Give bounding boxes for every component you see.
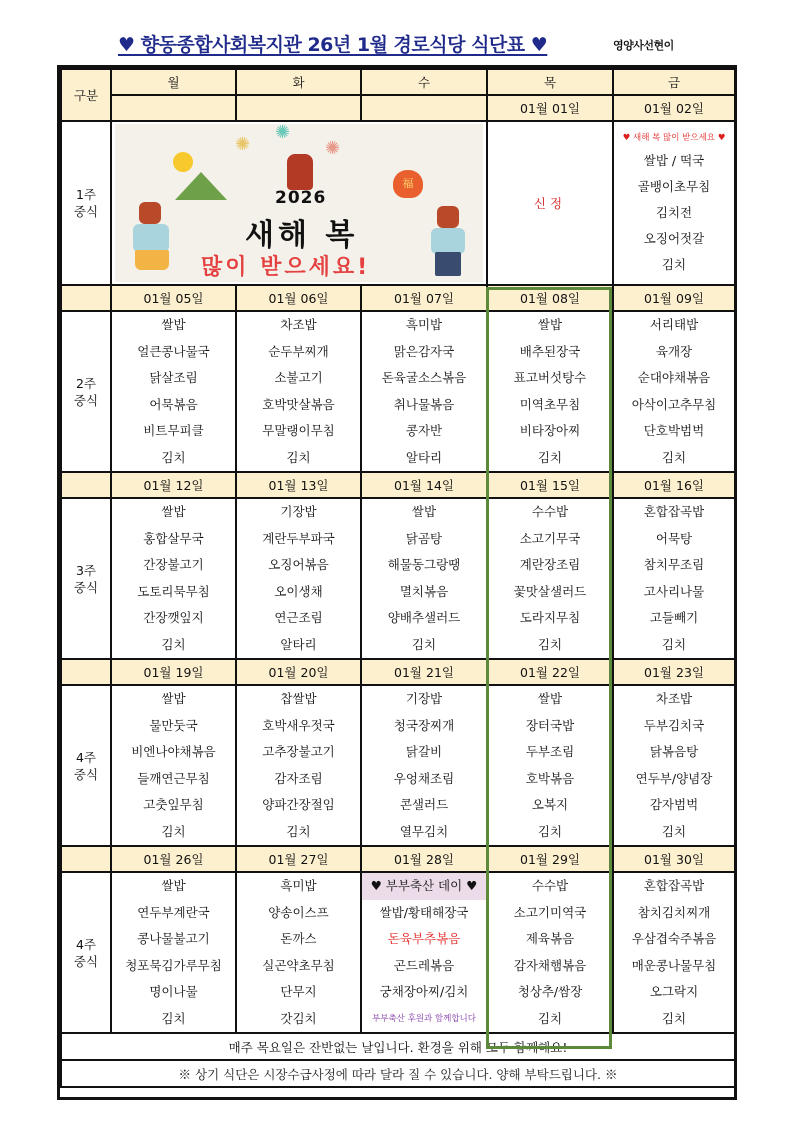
menu-cell-tue bbox=[236, 498, 361, 659]
menu-item: 흑미밥 bbox=[405, 317, 443, 332]
menu-item: 간장불고기 bbox=[143, 557, 204, 572]
menu-item: 단호박범벅 bbox=[643, 423, 705, 438]
menu-item: 배추된장국 bbox=[519, 343, 581, 359]
menu-item: 김치 bbox=[661, 257, 687, 272]
menu-item: 고추장불고기 bbox=[262, 744, 335, 759]
menu-item: 김치 bbox=[161, 636, 186, 652]
menu-item: 김치 bbox=[661, 1010, 687, 1026]
page-title: ♥ 향동종합사회복지관 26년 1월 경로식당 식단표 ♥ bbox=[118, 34, 548, 56]
date-cell: 01월 23일 bbox=[613, 659, 735, 685]
menu-item: 서리태밥 bbox=[649, 317, 699, 332]
banner-main-text: 새해 복 bbox=[245, 218, 359, 253]
firework-icon: ✺ bbox=[235, 134, 251, 155]
menu-item: 청상추/쌈장 bbox=[517, 984, 583, 999]
menu-item: 쌀밥 bbox=[161, 317, 186, 332]
date-cell: 01월 21일 bbox=[361, 659, 487, 685]
menu-cell-mon bbox=[111, 685, 236, 846]
menu-item: 갓김치 bbox=[280, 1010, 317, 1026]
menu-item: 계란장조림 bbox=[519, 557, 581, 572]
menu-item: 돈육굴소스볶음 bbox=[381, 370, 467, 385]
new-year-note: ♥ 새해 복 많이 받으세요 ♥ bbox=[622, 133, 726, 143]
date-cell: 01월 09일 bbox=[613, 285, 735, 311]
menu-item: 실곤약초무침 bbox=[262, 957, 335, 973]
menu-item: 흑미밥 bbox=[280, 878, 317, 893]
date-cell: 01월 20일 bbox=[236, 659, 361, 685]
menu-item: 감자채햄볶음 bbox=[513, 957, 587, 973]
menu-item: 쌀밥 / 떡국 bbox=[643, 153, 705, 168]
menu-item: 연근조림 bbox=[274, 610, 323, 625]
week-label bbox=[61, 311, 111, 472]
menu-item: 단무지 bbox=[280, 984, 317, 999]
banner-sub-text: 많이 받으세요! bbox=[201, 255, 371, 280]
menu-item: 고들빼기 bbox=[649, 610, 699, 625]
week-number: 1주 bbox=[75, 187, 97, 202]
menu-item: 수수밥 bbox=[531, 878, 569, 893]
menu-item: 혼합잡곡밥 bbox=[643, 504, 705, 519]
menu-item: 콩나물불고기 bbox=[137, 931, 210, 946]
menu-item: 오이생채 bbox=[274, 583, 323, 599]
week-number: 4주 bbox=[75, 749, 97, 765]
date-cell: 01월 02일 bbox=[613, 95, 735, 121]
horse-right-icon bbox=[427, 206, 467, 278]
menu-item: 김치 bbox=[161, 823, 186, 839]
menu-item: 김치전 bbox=[655, 205, 693, 220]
menu-item: 순대야채볶음 bbox=[637, 370, 711, 385]
menu-item: 닭살조림 bbox=[149, 370, 198, 385]
menu-item: 장터국밥 bbox=[525, 717, 575, 733]
menu-item: 계란두부파국 bbox=[262, 530, 335, 546]
menu-item: 감자조림 bbox=[274, 770, 323, 786]
menu-item: 무말랭이무침 bbox=[262, 423, 335, 438]
week-label bbox=[61, 872, 111, 1033]
menu-item: 멸치볶음 bbox=[399, 583, 449, 599]
menu-item: 호박맛살볶음 bbox=[262, 396, 335, 412]
menu-item: 쌀밥 bbox=[537, 317, 563, 332]
menu-item: 참치김치찌개 bbox=[637, 904, 711, 920]
menu-item: 도토리묵무침 bbox=[137, 583, 210, 599]
lucky-bag-icon: 福 bbox=[393, 170, 423, 198]
menu-item: 기장밥 bbox=[405, 691, 443, 706]
date-cell: 01월 26일 bbox=[111, 846, 236, 872]
menu-cell-fri bbox=[613, 121, 735, 285]
menu-item: 육개장 bbox=[655, 343, 693, 359]
menu-item: 쌀밥/황태해장국 bbox=[379, 904, 469, 920]
week-label bbox=[61, 685, 111, 846]
sun-icon bbox=[173, 152, 193, 172]
date-cell: 01월 14일 bbox=[361, 472, 487, 498]
menu-item: 홍합살무국 bbox=[143, 530, 204, 546]
date-cell: 01월 15일 bbox=[487, 472, 613, 498]
meal-type: 중식 bbox=[73, 579, 99, 595]
menu-item: 쌀밥 bbox=[161, 878, 186, 893]
mountain-icon bbox=[175, 172, 227, 200]
menu-item: 감자범벅 bbox=[649, 797, 699, 812]
menu-item: 김치 bbox=[661, 636, 687, 652]
menu-cell-wed bbox=[361, 311, 487, 472]
horse-icon bbox=[287, 154, 313, 190]
menu-item: 표고버섯탕수 bbox=[513, 370, 587, 385]
menu-cell-tue bbox=[236, 685, 361, 846]
menu-item: 명이나물 bbox=[149, 984, 198, 999]
date-cell: 01월 06일 bbox=[236, 285, 361, 311]
date-cell: 01월 13일 bbox=[236, 472, 361, 498]
date-label-cell bbox=[61, 659, 111, 685]
menu-item: 아삭이고추무침 bbox=[631, 396, 717, 412]
date-cell: 01월 16일 bbox=[613, 472, 735, 498]
label-header: 구분 bbox=[61, 69, 111, 121]
menu-item: 김치 bbox=[661, 823, 687, 839]
menu-cell-mon bbox=[111, 498, 236, 659]
menu-cell-fri bbox=[613, 872, 735, 1033]
new-year-banner bbox=[111, 121, 487, 285]
menu-item: 두부김치국 bbox=[643, 717, 705, 733]
date-cell bbox=[111, 95, 236, 121]
menu-item: 연두부/양념장 bbox=[635, 770, 713, 786]
menu-item: 우엉채조림 bbox=[393, 770, 455, 786]
menu-item: 두부조림 bbox=[525, 744, 575, 759]
menu-item: 알타리 bbox=[280, 636, 317, 652]
menu-item: 쌀밥 bbox=[161, 691, 186, 706]
menu-item: 찹쌀밥 bbox=[280, 691, 317, 706]
menu-cell-fri bbox=[613, 498, 735, 659]
menu-item: 김치 bbox=[537, 1010, 563, 1026]
firework-icon: ✺ bbox=[325, 138, 341, 159]
menu-cell-fri bbox=[613, 685, 735, 846]
date-label-cell bbox=[61, 846, 111, 872]
menu-item: 취나물볶음 bbox=[393, 396, 455, 412]
menu-item: 고사리나물 bbox=[643, 583, 705, 599]
menu-item: 닭갈비 bbox=[405, 744, 443, 759]
menu-item: 혼합잡곡밥 bbox=[643, 878, 705, 893]
menu-item: 오징어젓갈 bbox=[643, 231, 705, 246]
menu-item: 호박볶음 bbox=[525, 770, 575, 786]
title-row bbox=[0, 30, 793, 60]
menu-table bbox=[60, 68, 736, 1088]
menu-item: 닭곰탕 bbox=[405, 530, 443, 546]
day-header-tue: 화 bbox=[236, 69, 361, 95]
menu-cell-wed bbox=[361, 685, 487, 846]
menu-item: 양파간장절임 bbox=[262, 797, 335, 812]
meal-type: 중식 bbox=[73, 766, 99, 782]
firework-icon: ✺ bbox=[275, 124, 291, 143]
menu-item: 차조밥 bbox=[655, 691, 693, 706]
meal-type: 중식 bbox=[73, 392, 99, 408]
menu-cell-thu bbox=[487, 872, 613, 1033]
menu-item: 순두부찌개 bbox=[268, 343, 329, 359]
date-cell: 01월 22일 bbox=[487, 659, 613, 685]
menu-item: 비트무피클 bbox=[143, 423, 204, 438]
day-header-fri: 금 bbox=[613, 69, 735, 95]
menu-item: 들깨연근무침 bbox=[137, 770, 210, 786]
menu-item: 콩자반 bbox=[405, 423, 443, 438]
menu-item: 수수밥 bbox=[531, 504, 569, 519]
menu-item: 소고기무국 bbox=[519, 530, 581, 546]
horse-left-icon bbox=[129, 202, 173, 276]
menu-item: 돈까스 bbox=[280, 931, 317, 946]
menu-item: 김치 bbox=[161, 1010, 186, 1026]
day-header-thu: 목 bbox=[487, 69, 613, 95]
menu-item: 제육볶음 bbox=[525, 931, 575, 946]
menu-item: 꽃맛살샐러드 bbox=[513, 583, 587, 599]
menu-item: 김치 bbox=[537, 636, 563, 652]
menu-item: 김치 bbox=[661, 449, 687, 465]
meal-type: 중식 bbox=[73, 204, 99, 219]
date-cell: 01월 07일 bbox=[361, 285, 487, 311]
week-label bbox=[61, 121, 111, 285]
menu-item: 어묵볶음 bbox=[149, 396, 198, 412]
menu-item: 소불고기 bbox=[274, 370, 323, 385]
menu-cell-thu bbox=[487, 498, 613, 659]
menu-item: 청국장찌개 bbox=[393, 717, 455, 733]
menu-item: 알타리 bbox=[405, 449, 443, 465]
date-cell: 01월 30일 bbox=[613, 846, 735, 872]
menu-item: 닭볶음탕 bbox=[649, 744, 699, 759]
menu-item: 어묵탕 bbox=[655, 530, 693, 546]
menu-item: 비엔나야채볶음 bbox=[131, 744, 216, 759]
menu-item: 우삼겹숙주볶음 bbox=[631, 931, 717, 946]
date-cell: 01월 28일 bbox=[361, 846, 487, 872]
menu-item: 김치 bbox=[537, 449, 563, 465]
menu-cell-thu bbox=[487, 311, 613, 472]
menu-item: 청포묵김가루무침 bbox=[125, 957, 222, 973]
menu-item: 해물동그랑땡 bbox=[387, 557, 461, 572]
menu-cell-wed bbox=[361, 498, 487, 659]
menu-item: 김치 bbox=[537, 823, 563, 839]
menu-item: 도라지무침 bbox=[519, 610, 581, 625]
menu-item: 참치무조림 bbox=[643, 557, 705, 572]
menu-cell-mon bbox=[111, 872, 236, 1033]
day-header-mon: 월 bbox=[111, 69, 236, 95]
date-cell bbox=[236, 95, 361, 121]
menu-item: 비타장아찌 bbox=[519, 423, 581, 438]
menu-item: 김치 bbox=[286, 823, 311, 839]
menu-item: 고춧잎무침 bbox=[143, 797, 204, 812]
date-cell: 01월 05일 bbox=[111, 285, 236, 311]
menu-item: 연두부계란국 bbox=[137, 904, 210, 920]
menu-item: 김치 bbox=[161, 449, 186, 465]
date-cell: 01월 29일 bbox=[487, 846, 613, 872]
date-cell: 01월 19일 bbox=[111, 659, 236, 685]
menu-item-highlight: 돈육부추볶음 bbox=[387, 931, 461, 946]
disclaimer-note: ※ 상기 식단은 시장수급사정에 따라 달라 질 수 있습니다. 양해 부탁드립니다. ※ bbox=[61, 1060, 735, 1087]
menu-item: 양배추샐러드 bbox=[387, 610, 461, 625]
menu-item: 쌀밥 bbox=[411, 504, 437, 519]
menu-item: 물만둣국 bbox=[149, 717, 198, 733]
date-cell: 01월 12일 bbox=[111, 472, 236, 498]
special-day-banner: ♥ 부부축산 데이 ♥ bbox=[362, 873, 486, 900]
menu-item: 쌀밥 bbox=[161, 504, 186, 519]
menu-item: 기장밥 bbox=[280, 504, 317, 519]
menu-item: 양송이스프 bbox=[268, 904, 329, 920]
date-cell: 01월 27일 bbox=[236, 846, 361, 872]
menu-item: 미역초무침 bbox=[519, 396, 581, 412]
menu-cell-thu bbox=[487, 685, 613, 846]
menu-item: 오그락지 bbox=[649, 984, 699, 999]
menu-item: 호박새우젓국 bbox=[262, 717, 335, 733]
menu-item: 맑은감자국 bbox=[393, 343, 455, 359]
date-cell bbox=[361, 95, 487, 121]
menu-item: 곤드레볶음 bbox=[393, 957, 455, 973]
menu-cell-wed bbox=[361, 872, 487, 1033]
menu-cell-mon bbox=[111, 311, 236, 472]
holiday-cell: 신정 bbox=[487, 121, 613, 285]
menu-item: 오복지 bbox=[531, 797, 569, 812]
menu-item: 김치 bbox=[411, 636, 437, 652]
banner-year: 2026 bbox=[275, 188, 327, 208]
week-label bbox=[61, 498, 111, 659]
menu-item: 열무김치 bbox=[399, 823, 449, 839]
menu-item: 매운콩나물무침 bbox=[631, 957, 717, 973]
menu-cell-tue bbox=[236, 872, 361, 1033]
date-cell: 01월 01일 bbox=[487, 95, 613, 121]
menu-item: 얼큰콩나물국 bbox=[137, 343, 210, 359]
menu-item: 골뱅이초무침 bbox=[637, 179, 711, 194]
menu-cell-tue bbox=[236, 311, 361, 472]
dietitian-name: 영양사선현이 bbox=[613, 39, 674, 52]
sponsor-note: 부부축산 후원과 함께합니다 bbox=[372, 1013, 476, 1024]
menu-cell-fri bbox=[613, 311, 735, 472]
menu-item: 간장깻잎지 bbox=[143, 610, 204, 625]
menu-item: 오징어볶음 bbox=[268, 557, 329, 572]
date-cell: 01월 08일 bbox=[487, 285, 613, 311]
menu-item: 쌀밥 bbox=[537, 691, 563, 706]
day-header-wed: 수 bbox=[361, 69, 487, 95]
week-number: 4주 bbox=[75, 936, 97, 952]
menu-sheet bbox=[57, 65, 737, 1100]
date-label-cell bbox=[61, 285, 111, 311]
menu-item: 콘샐러드 bbox=[399, 797, 449, 812]
meal-type: 중식 bbox=[73, 953, 99, 969]
menu-item: 김치 bbox=[286, 449, 311, 465]
date-label-cell bbox=[61, 472, 111, 498]
zero-waste-note: 매주 목요일은 잔반없는 날입니다. 환경을 위해 모두 함께해요! bbox=[61, 1033, 735, 1060]
week-number: 3주 bbox=[75, 562, 97, 578]
menu-item: 차조밥 bbox=[280, 317, 317, 332]
menu-item: 소고기미역국 bbox=[513, 904, 587, 920]
menu-item: 궁채장아찌/김치 bbox=[379, 984, 469, 999]
week-number: 2주 bbox=[75, 375, 97, 391]
